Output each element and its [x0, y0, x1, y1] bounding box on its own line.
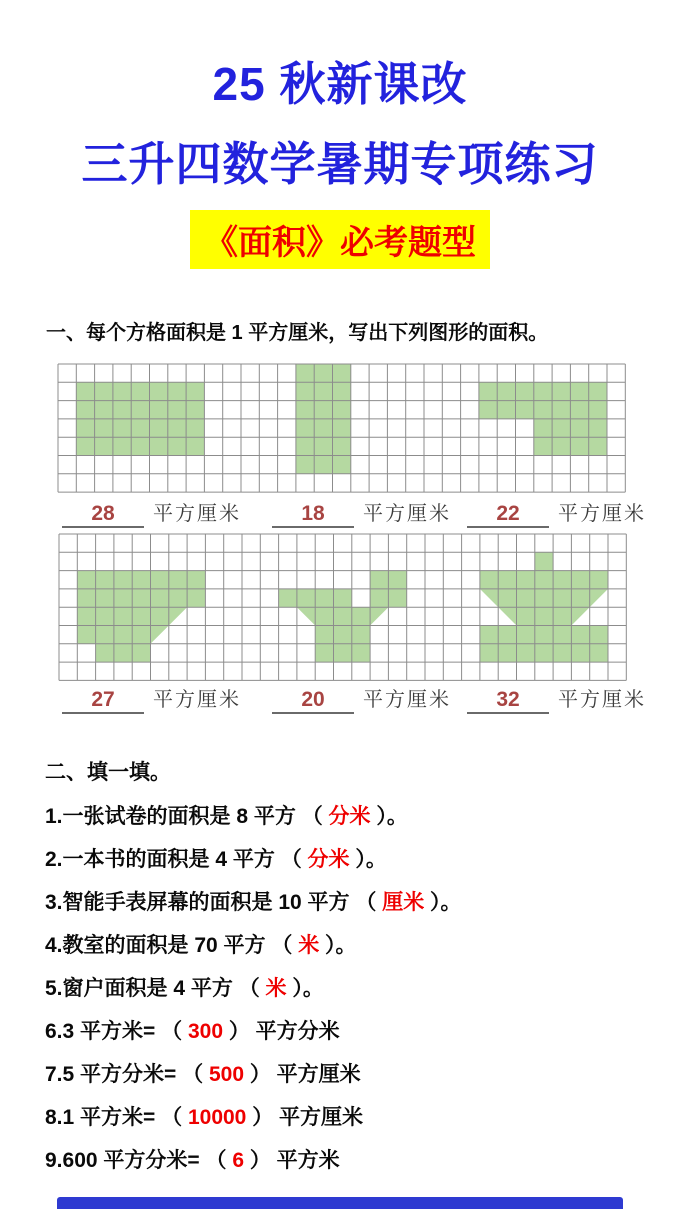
highlight-title: 《面积》必考题型	[190, 210, 490, 269]
question-text: 6.3 平方米= （	[45, 1020, 188, 1043]
question-answer: 300	[187, 1020, 224, 1043]
question-answer: 分米	[307, 848, 350, 871]
question-8	[45, 1096, 645, 1139]
question-answer: 500	[208, 1063, 245, 1086]
section-one-heading: 一、每个方格面积是 1 平方厘米，写出下列图形的面积。	[46, 322, 549, 344]
answers-row-1	[0, 497, 680, 527]
question-text: ）。	[424, 891, 462, 914]
question-answer: 米	[265, 977, 287, 1000]
unit-label: 平方厘米	[558, 689, 646, 711]
unit-label: 平方厘米	[153, 503, 241, 525]
question-text: ） 平方厘米	[246, 1106, 364, 1129]
question-1	[45, 795, 645, 838]
question-text: 7.5 平方分米= （	[45, 1063, 209, 1086]
grid-band-2	[58, 533, 627, 681]
question-7	[45, 1053, 645, 1096]
answer-blank-5	[272, 683, 451, 714]
answer-blank-1	[62, 497, 241, 528]
question-3	[45, 881, 645, 924]
question-answer: 厘米	[382, 891, 425, 914]
answer-blank-6	[467, 683, 646, 714]
question-answer: 10000	[187, 1106, 247, 1129]
answer-value: 22	[496, 502, 520, 525]
answer-blank-4	[62, 683, 241, 714]
question-text: ） 平方厘米	[244, 1063, 361, 1086]
question-text: 3.智能手表屏幕的面积是 10 平方 （	[45, 891, 383, 914]
answer-blank-2	[272, 497, 451, 528]
question-5	[45, 967, 645, 1010]
unit-label: 平方厘米	[558, 503, 646, 525]
section-two	[45, 750, 645, 1182]
question-6	[45, 1010, 645, 1053]
question-answer: 米	[298, 934, 320, 957]
question-text: ）。	[286, 977, 324, 1000]
unit-label: 平方厘米	[153, 689, 241, 711]
section-two-heading: 二、填一填。	[45, 761, 171, 784]
question-9	[45, 1139, 645, 1182]
unit-label: 平方厘米	[363, 689, 451, 711]
question-4	[45, 924, 645, 967]
question-text: 1.一张试卷的面积是 8 平方 （	[45, 805, 329, 828]
page-title-line-2: 三升四数学暑期专项练习	[81, 138, 599, 190]
page-title-line-1: 25 秋新课改	[212, 58, 468, 110]
question-text: 4.教室的面积是 70 平方 （	[45, 934, 299, 957]
question-text: 8.1 平方米= （	[45, 1106, 188, 1129]
question-text: 9.600 平方分米= （	[45, 1149, 233, 1172]
unit-label: 平方厘米	[363, 503, 451, 525]
answers-row-2	[0, 683, 680, 713]
answer-value: 28	[91, 502, 115, 525]
question-text: 5.窗户面积是 4 平方 （	[45, 977, 266, 1000]
question-text: ）。	[349, 848, 387, 871]
grid-band-1	[57, 363, 626, 493]
question-text: ）。	[319, 934, 357, 957]
question-2	[45, 838, 645, 881]
question-text: ） 平方米	[244, 1149, 340, 1172]
answer-value: 20	[301, 688, 325, 711]
question-answer: 分米	[328, 805, 371, 828]
answer-value: 18	[301, 502, 325, 525]
answer-value: 27	[91, 688, 115, 711]
answer-value: 32	[496, 688, 520, 711]
question-answer: 6	[232, 1149, 245, 1172]
footer-blue-bar	[57, 1197, 623, 1209]
question-text: ） 平方分米	[223, 1020, 340, 1043]
question-text: ）。	[370, 805, 408, 828]
question-text: 2.一本书的面积是 4 平方 （	[45, 848, 308, 871]
answer-blank-3	[467, 497, 646, 528]
